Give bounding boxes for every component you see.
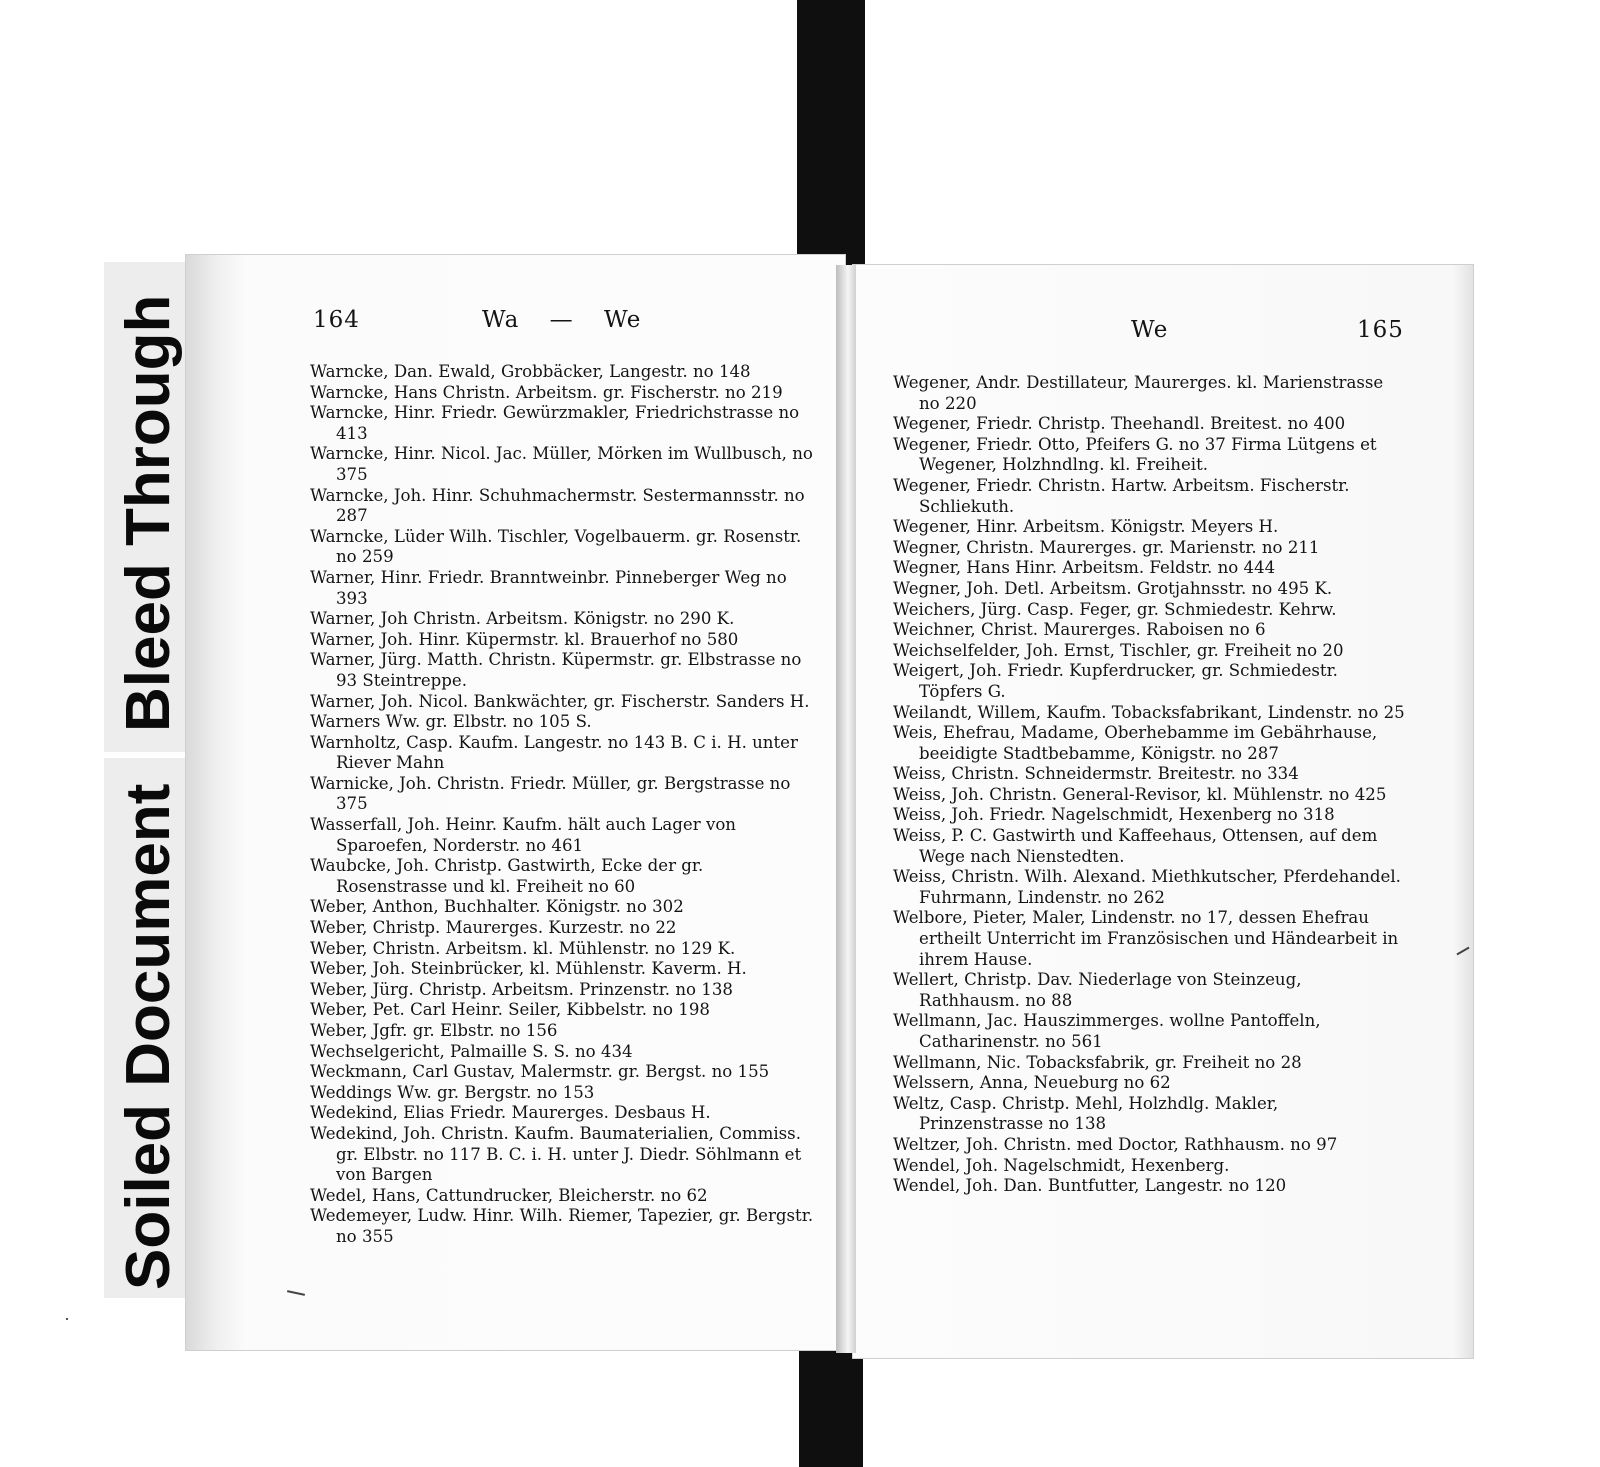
- list-item: Warner, Hinr. Friedr. Branntweinbr. Pinneberger Weg no 393: [310, 567, 787, 608]
- list-item: Warner, Joh. Hinr. Küpermstr. kl. Brauerhof no 580: [310, 629, 739, 649]
- list-item: Weber, Christn. Arbeitsm. kl. Mühlenstr. no 129 K.: [310, 938, 736, 958]
- list-item: Wendel, Joh. Dan. Buntfutter, Langestr. no 120: [893, 1176, 1287, 1196]
- list-item: Warncke, Hans Christn. Arbeitsm. gr. Fischerstr. no 219: [310, 382, 783, 402]
- list-item: Weber, Jürg. Christp. Arbeitsm. Prinzenstr. no 138: [310, 979, 733, 999]
- list-item: Weiss, Christn. Wilh. Alexand. Miethkutscher, Pferdehandel. Fuhrmann, Lindenstr. no 262: [893, 867, 1401, 907]
- list-item: Wegner, Joh. Detl. Arbeitsm. Grotjahnsstr. no 495 K.: [893, 578, 1333, 598]
- list-item: Warncke, Lüder Wilh. Tischler, Vogelbauerm. gr. Rosenstr. no 259: [310, 526, 802, 567]
- left-page-number: 164: [313, 307, 360, 333]
- list-item: Wedekind, Joh. Christn. Kaufm. Baumaterialien, Commiss. gr. Elbstr. no 117 B. C. i. H. unter J. Diedr. Söhlmann et von Bargen: [310, 1123, 802, 1185]
- list-item: Weigert, Joh. Friedr. Kupferdrucker, gr. Schmiedestr. Töpfers G.: [893, 661, 1338, 701]
- left-running-head: Wa — We: [482, 307, 642, 333]
- list-item: Weber, Anthon, Buchhalter. Königstr. no 302: [310, 897, 684, 917]
- list-item: Weiss, Joh. Christn. General-Revisor, kl. Mühlenstr. no 425: [893, 784, 1387, 804]
- list-item: Wendel, Joh. Nagelschmidt, Hexenberg.: [893, 1155, 1230, 1175]
- binding-spine-bottom: [799, 1351, 863, 1467]
- list-item: Welbore, Pieter, Maler, Lindenstr. no 17, dessen Ehefrau ertheilt Unterricht im Französischen und Händearbeit in ihrem Hause.: [893, 908, 1399, 969]
- list-item: Weltz, Casp. Christp. Mehl, Holzhdlg. Makler, Prinzenstrasse no 138: [893, 1093, 1279, 1134]
- list-item: Wedemeyer, Ludw. Hinr. Wilh. Riemer, Tapezier, gr. Bergstr. no 355: [310, 1206, 814, 1246]
- book-fold: [836, 265, 856, 1353]
- list-item: Weddings Ww. gr. Bergstr. no 153: [310, 1082, 595, 1102]
- list-item: Wellmann, Nic. Tobacksfabrik, gr. Freiheit no 28: [893, 1052, 1302, 1072]
- list-item: Warncke, Joh. Hinr. Schuhmachermstr. Sestermannsstr. no 287: [310, 485, 805, 526]
- binding-spine-top: [797, 0, 865, 265]
- list-item: Weber, Joh. Steinbrücker, kl. Mühlenstr. Kaverm. H.: [310, 959, 747, 979]
- list-item: Wegener, Friedr. Christn. Hartw. Arbeitsm. Fischerstr. Schliekuth.: [893, 475, 1350, 516]
- list-item: Waubcke, Joh. Christp. Gastwirth, Ecke der gr. Rosenstrasse und kl. Freiheit no 60: [310, 856, 704, 896]
- list-item: Warncke, Hinr. Friedr. Gewürzmakler, Friedrichstrasse no 413: [310, 403, 800, 443]
- list-item: Warner, Joh Christn. Arbeitsm. Königstr. no 290 K.: [310, 609, 735, 629]
- list-item: Warner, Jürg. Matth. Christn. Küpermstr. gr. Elbstrasse no 93 Steintreppe.: [310, 650, 802, 690]
- list-item: Warncke, Dan. Ewald, Grobbäcker, Langestr. no 148: [310, 362, 751, 381]
- list-item: Weichselfelder, Joh. Ernst, Tischler, gr. Freiheit no 20: [893, 640, 1344, 660]
- list-item: Wasserfall, Joh. Heinr. Kaufm. hält auch Lager von Sparoefen, Norderstr. no 461: [310, 815, 736, 855]
- right-page-number: 165: [1357, 317, 1404, 343]
- left-directory-list: [310, 362, 814, 1248]
- list-item: Wegener, Friedr. Otto, Pfeifers G. no 37 Firma Lütgens et Wegener, Holzhndlng. kl. Freiheit.: [893, 434, 1377, 475]
- list-item: Wedekind, Elias Friedr. Maurerges. Desbaus H.: [310, 1103, 711, 1123]
- ink-speck: [66, 1318, 68, 1320]
- list-item: Wellmann, Jac. Hauszimmerges. wollne Pantoffeln, Catharinenstr. no 561: [893, 1011, 1321, 1051]
- list-item: Weilandt, Willem, Kaufm. Tobacksfabrikant, Lindenstr. no 25: [893, 702, 1405, 722]
- list-item: Weis, Ehefrau, Madame, Oberhebamme im Gebährhause, beeidigte Stadtbebamme, Königstr. no 287: [893, 723, 1378, 763]
- bleed-through-label: Bleed Through: [114, 294, 183, 732]
- list-item: Weichner, Christ. Maurerges. Raboisen no 6: [893, 620, 1266, 640]
- right-directory-list: [893, 373, 1405, 1197]
- soiled-document-label: Soiled Document: [114, 783, 183, 1290]
- list-item: Weichers, Jürg. Casp. Feger, gr. Schmiedestr. Kehrw.: [893, 599, 1337, 619]
- list-item: Weber, Christp. Maurerges. Kurzestr. no 22: [310, 918, 677, 938]
- list-item: Warner, Joh. Nicol. Bankwächter, gr. Fischerstr. Sanders H.: [310, 691, 810, 711]
- list-item: Wegener, Andr. Destillateur, Maurerges. kl. Marienstrasse no 220: [893, 373, 1384, 413]
- list-item: Warnholtz, Casp. Kaufm. Langestr. no 143 B. C i. H. unter Riever Mahn: [310, 732, 798, 773]
- list-item: Weiss, Joh. Friedr. Nagelschmidt, Hexenberg no 318: [893, 805, 1335, 825]
- list-item: Warners Ww. gr. Elbstr. no 105 S.: [310, 712, 592, 732]
- list-item: Wedel, Hans, Cattundrucker, Bleicherstr. no 62: [310, 1185, 708, 1205]
- list-item: Wegner, Christn. Maurerges. gr. Marienstr. no 211: [893, 537, 1320, 557]
- right-running-head: We: [1131, 317, 1169, 343]
- list-item: Wegner, Hans Hinr. Arbeitsm. Feldstr. no 444: [893, 558, 1276, 578]
- list-item: Wegener, Hinr. Arbeitsm. Königstr. Meyers H.: [893, 517, 1279, 537]
- list-item: Wegener, Friedr. Christp. Theehandl. Breitest. no 400: [893, 414, 1346, 434]
- list-item: Wechselgericht, Palmaille S. S. no 434: [310, 1041, 633, 1061]
- list-item: Welssern, Anna, Neueburg no 62: [893, 1073, 1171, 1093]
- list-item: Wellert, Christp. Dav. Niederlage von Steinzeug, Rathhausm. no 88: [893, 970, 1302, 1010]
- list-item: Warnicke, Joh. Christn. Friedr. Müller, gr. Bergstrasse no 375: [310, 773, 791, 814]
- list-item: Warncke, Hinr. Nicol. Jac. Müller, Mörken im Wullbusch, no 375: [310, 444, 813, 484]
- list-item: Weber, Pet. Carl Heinr. Seiler, Kibbelstr. no 198: [310, 1000, 710, 1020]
- list-item: Weckmann, Carl Gustav, Malermstr. gr. Bergst. no 155: [310, 1062, 770, 1082]
- list-item: Weiss, P. C. Gastwirth und Kaffeehaus, Ottensen, auf dem Wege nach Nienstedten.: [893, 826, 1378, 866]
- list-item: Weber, Jgfr. gr. Elbstr. no 156: [310, 1021, 558, 1040]
- list-item: Weiss, Christn. Schneidermstr. Breitestr. no 334: [893, 764, 1299, 784]
- list-item: Weltzer, Joh. Christn. med Doctor, Rathhausm. no 97: [893, 1134, 1338, 1154]
